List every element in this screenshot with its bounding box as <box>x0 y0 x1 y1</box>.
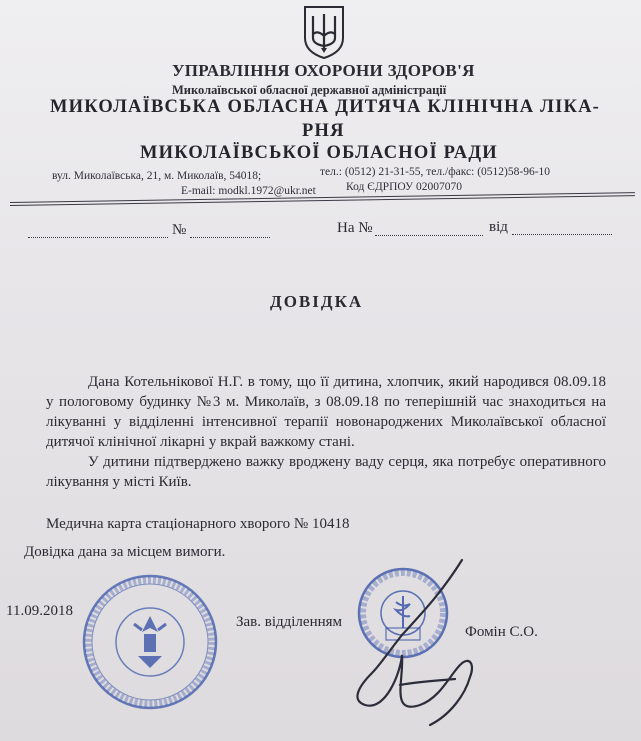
date: 11.09.2018 <box>6 603 73 619</box>
signature-icon <box>330 555 490 735</box>
letterhead-hospital-line2: РНЯ <box>302 121 345 141</box>
medical-card-line: Медична карта стаціонарного хворого № 10418 <box>46 516 350 532</box>
position-label: Зав. відділенням <box>236 614 343 630</box>
ref-na-label: На № <box>337 220 373 236</box>
letterhead-council: МИКОЛАЇВСЬКОЇ ОБЛАСНОЇ РАДИ <box>140 143 498 163</box>
ref-blank-1 <box>28 237 168 238</box>
ref-blank-3 <box>375 235 483 236</box>
letterhead-email: E-mail: modkl.1972@ukr.net <box>181 185 316 197</box>
signer-name: Фомін С.О. <box>465 624 538 640</box>
document-title: ДОВІДКА <box>270 292 364 311</box>
round-stamp-hospital-icon <box>80 572 220 712</box>
letterhead-dept: УПРАВЛІННЯ ОХОРОНИ ЗДОРОВ'Я <box>172 61 475 80</box>
ref-blank-4 <box>512 234 612 235</box>
ref-no-label: № <box>172 222 187 238</box>
letterhead-code: Код ЄДРПОУ 02007070 <box>346 181 463 193</box>
letterhead-phone: тел.: (0512) 21-31-55, тел./факс: (0512)58-96-10 <box>320 166 551 178</box>
ref-vid-label: від <box>489 219 508 235</box>
letterhead-sub: Миколаївської обласної державної адміністрації <box>172 83 447 97</box>
letterhead-hospital-line1: МИКОЛАЇВСЬКА ОБЛАСНА ДИТЯЧА КЛІНІЧНА ЛІКА- <box>50 97 600 117</box>
paragraph-1: Дана Котельнікової Н.Г. в тому, що її дитина, хлопчик, який народився 08.09.18 у пологовому будинку №3 м. Миколаїв, з 08.09.18 по теперішній час знаходиться на лікуванні у відділенні інтенсивної терапії новонароджених Миколаївської обласної дитячої клінічної лікарні у вкрай важкому стані. <box>46 374 606 450</box>
ref-blank-2 <box>190 237 270 238</box>
paragraph-2: У дитини підтверджено важку вроджену ваду серця, яка потребує оперативного лікування у місті Київ. <box>46 454 606 490</box>
letterhead-address: вул. Миколаївська, 21, м. Миколаїв, 54018; <box>52 170 262 182</box>
trident-emblem-icon <box>302 4 346 60</box>
given-line: Довідка дана за місцем вимоги. <box>24 544 226 560</box>
